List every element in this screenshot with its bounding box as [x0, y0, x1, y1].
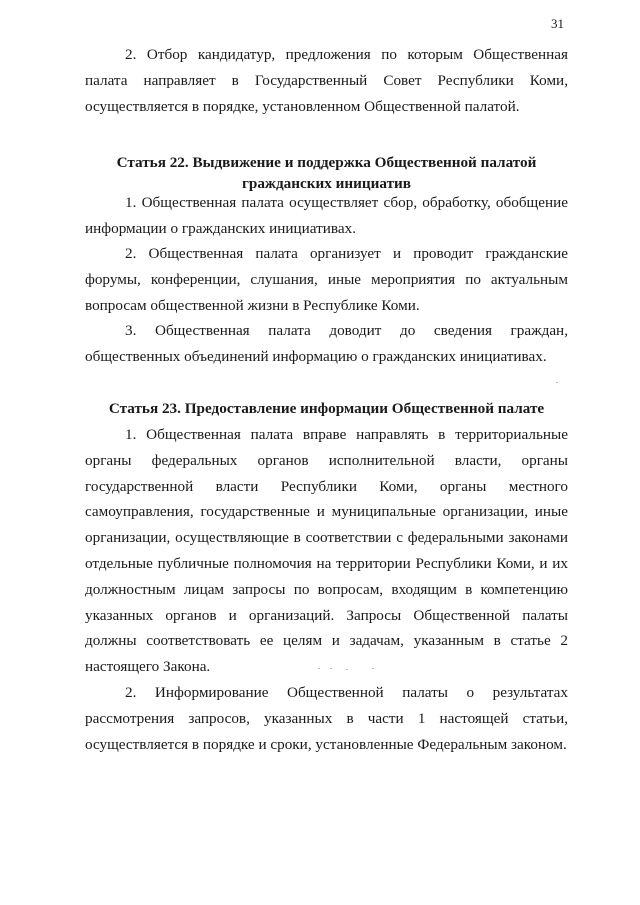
article-22-paragraph-2: 2. Общественная палата организует и проводит гражданские форумы, конференции, слушания, иные мероприятия по актуальным вопросам общественной жизни в Республике Коми.: [85, 245, 568, 314]
intro-paragraph: 2. Отбор кандидатур, предложения по которым Общественная палата направляет в Государственный Совет Республики Коми, осуществляется в порядке, установленном Общественной палатой.: [85, 46, 568, 115]
scan-speck: [330, 668, 332, 669]
article-23-paragraph-1: 1. Общественная палата вправе направлять в территориальные органы федеральных органов исполнительной власти, органы государственной власти Республики Коми, органы местного самоуправления, государственные и муниципальные организации, иные организации, осуществляющие в соответствии с федеральными законами отдельные публичные полномочия на территории Республики Коми, и их должностным лицам запросы по вопросам, входящим в компетенцию указанных органов и организаций. Запросы Общественной палаты должны соответствовать ее целям и задачам, указанным в статье 2 настоящего Закона.: [85, 426, 568, 676]
article-23-paragraph-2: 2. Информирование Общественной палаты о результатах рассмотрения запросов, указанных в части 1 настоящей статьи, осуществляется в порядке и сроки, установленные Федеральным законом.: [85, 684, 568, 753]
article-22-heading-line2: гражданских инициатив: [242, 175, 411, 192]
article-23-heading: Статья 23. Предоставление информации Общественной палате: [108, 400, 545, 417]
article-22-heading: [85, 152, 568, 194]
page-number: 31: [551, 16, 564, 31]
article-22-heading-line1: Статья 22. Выдвижение и поддержка Общественной палатой: [116, 154, 537, 171]
article-22-paragraph-3: 3. Общественная палата доводит до сведения граждан, общественных объединений информацию о гражданских инициативах.: [85, 322, 568, 365]
article-22-paragraph-1: 1. Общественная палата осуществляет сбор, обработку, обобщение информации о гражданских инициативах.: [85, 194, 568, 237]
scan-speck: [372, 668, 374, 669]
scan-speck: [318, 668, 320, 669]
scan-speck: [556, 382, 558, 383]
scan-speck: [346, 669, 348, 670]
